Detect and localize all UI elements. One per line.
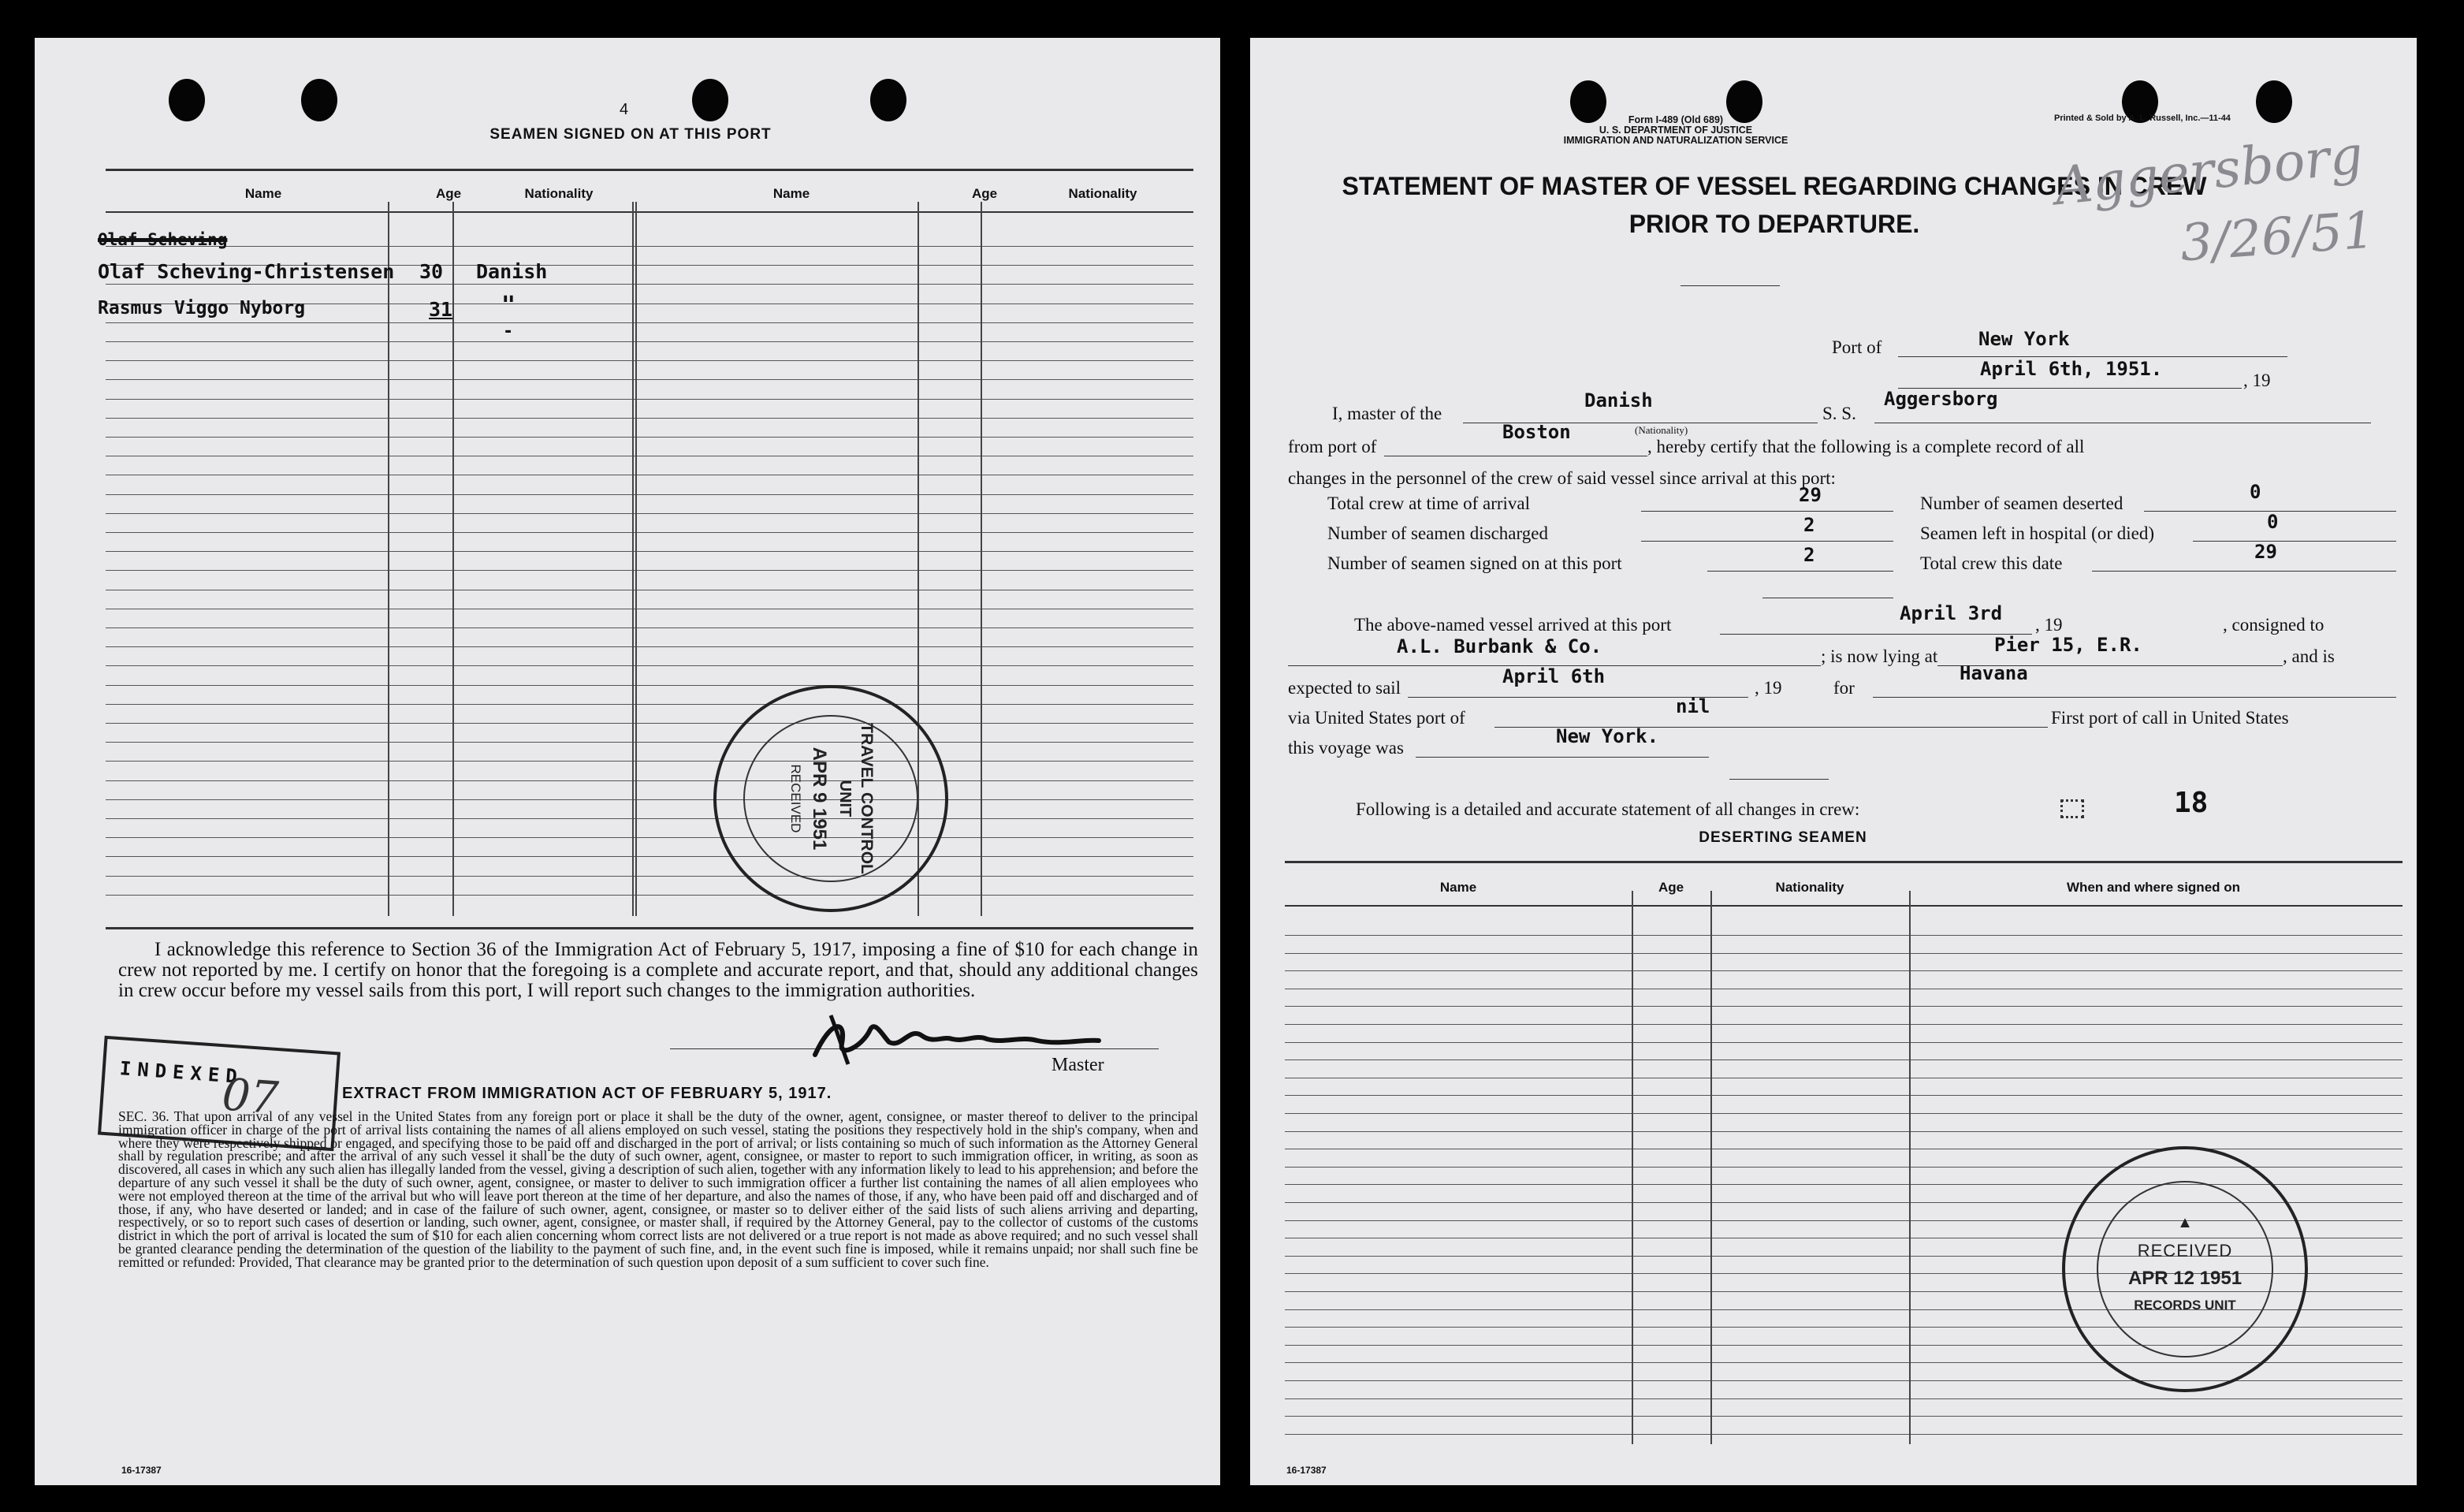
table-row-line xyxy=(1285,1113,2403,1114)
form-header xyxy=(1416,115,1936,146)
sail-date-value: April 6th xyxy=(1502,665,1606,687)
label-signed-on: Number of seamen signed on at this port xyxy=(1327,553,1622,573)
table-row-line xyxy=(1285,970,2403,971)
col-header-age: Age xyxy=(971,186,998,201)
label-year: , 19 xyxy=(2035,615,2063,635)
right-page xyxy=(1250,38,2417,1485)
field-line xyxy=(1416,757,1709,758)
col-header-age: Age xyxy=(435,186,462,201)
label-discharged: Number of seamen discharged xyxy=(1327,523,1548,543)
label-total-crew-arrival: Total crew at time of arrival xyxy=(1327,493,1531,513)
stamp-label: RECEIVED xyxy=(788,764,803,833)
hospital-value: 0 xyxy=(2267,511,2279,533)
destination-value: Havana xyxy=(1960,662,2028,684)
table-header-rule xyxy=(106,211,1193,213)
form-title: STATEMENT OF MASTER OF VESSEL REGARDING CHANGES IN CREW xyxy=(1342,172,2207,200)
table-column-line xyxy=(452,202,454,916)
from-port-value: Boston xyxy=(1502,421,1571,443)
table-bottom-rule xyxy=(106,927,1193,929)
seaman-name: Olaf Scheving-Christensen xyxy=(98,260,395,283)
nationality-value: Danish xyxy=(1584,389,1653,412)
punch-hole xyxy=(169,79,205,121)
form-subtitle: PRIOR TO DEPARTURE. xyxy=(1628,210,1920,238)
seaman-name: Rasmus Viggo Nyborg xyxy=(98,298,306,318)
table-row-line xyxy=(106,780,1193,781)
label-and-is: , and is xyxy=(2283,646,2335,666)
page-number: 4 xyxy=(620,101,629,118)
table-row-line xyxy=(1285,1042,2403,1043)
col-header-name: Name xyxy=(772,186,810,201)
label-year: , 19 xyxy=(2243,371,2271,390)
seaman-nationality: " xyxy=(501,292,516,319)
col-header-nationality: Nationality xyxy=(1068,186,1137,201)
form-code: 16-17387 xyxy=(1286,1465,1327,1476)
table-row-line xyxy=(1285,1024,2403,1025)
signed-on-value: 2 xyxy=(1803,544,1815,566)
table-row-line xyxy=(106,379,1193,380)
table-row-line xyxy=(106,856,1193,857)
table-row-line xyxy=(106,322,1193,323)
table-row-line xyxy=(106,341,1193,342)
total-crew-arrival-value: 29 xyxy=(1799,484,1822,506)
label-master-of: I, master of the xyxy=(1332,404,1442,423)
label-arrived: The above-named vessel arrived at this port xyxy=(1354,615,1672,635)
table-row-line xyxy=(106,399,1193,400)
table-row-line xyxy=(1285,1006,2403,1007)
table-row-line xyxy=(1285,1398,2403,1399)
label-hospital: Seamen left in hospital (or died) xyxy=(1920,523,2155,543)
table-row-line xyxy=(106,551,1193,552)
deserting-title: DESERTING SEAMEN xyxy=(1699,829,1867,846)
arrived-date-value: April 3rd xyxy=(1900,602,2003,624)
department: U. S. DEPARTMENT OF JUSTICE xyxy=(1599,125,1753,136)
consignee-value: A.L. Burbank & Co. xyxy=(1397,635,1602,657)
extract-text: SEC. 36. That upon arrival of any vessel in the United States from any foreign port or place it shall be the duty of the owner, agent, consignee, or master thereof to deliver to the principal immigration officer in charge of the port of arrival lists containing the names of all aliens employed on such vessel, stating the positions they respectively hold in the ship's company, when and where they were respectively shipped or engaged, and specifying those to be paid off and discharged in the port of arrival; or lists containing so much of such information as the Attorney General shall by regulation prescribe; and after the arrival of any such vessel it shall be the duty of such owner, agent, consignee, or master to report to such immigration officer, in writing, as soon as discovered, all cases in which any such alien has illegally landed from the vessel, giving a description of such alien, together with any information likely to lead to his apprehension; and before the departure of any such vessel it shall be the duty of such owner, agent, consignee, or master to deliver to such immigration officer a further list containing the names of all alien employees who were not employed thereon at the time of the arrival but who will leave port thereon at the time of her departure, and also the names of those, if any, who have been paid off and discharged and of those, if any, who have deserted or landed; and in case of the failure of such owner, agent, consignee, or master so to deliver either of the said lists of such aliens arriving and departing, respectively, or so to report such cases of desertion or landing, such owner, agent, consignee, or master shall, if required by the Attorney General, pay to the collector of customs of the customs district in which the port of arrival is located the sum of $10 for each alien concerning whom correct lists are not delivered or a true report is not made as above required; and no such vessel shall be granted clearance pending the determination of the question of the liability to the payment of such fine, and, in the event such fine is imposed, while it remains unpaid; nor shall such fine be remitted or refunded: Provided, That clearance may be granted prior to the determination of such question upon deposit of a sum sufficient to cover such fine. xyxy=(118,1108,1198,1270)
port-value: New York xyxy=(1978,328,2070,350)
stamp-date: APR 9 1951 xyxy=(809,747,830,851)
seaman-age: 30 xyxy=(419,260,444,283)
label-consigned: , consigned to xyxy=(2223,615,2324,635)
table-header-rule xyxy=(1285,905,2403,907)
label-total-crew-date: Total crew this date xyxy=(1920,553,2063,573)
indexed-mark: 07 xyxy=(220,1069,281,1125)
ditto-mark: - xyxy=(503,322,514,341)
discharged-value: 2 xyxy=(1803,514,1815,536)
table-column-line xyxy=(1710,891,1712,1444)
table-row-line xyxy=(106,837,1193,838)
table-row-line xyxy=(1285,1095,2403,1096)
nationality-hint: (Nationality) xyxy=(1635,424,1688,436)
table-row-line xyxy=(106,723,1193,724)
label-lying-at: ; is now lying at xyxy=(1821,646,1938,666)
table-row-line xyxy=(106,685,1193,686)
label-ss: S. S. xyxy=(1822,404,1856,423)
table-row-line xyxy=(106,246,1193,247)
stamp-unit: RECORDS UNIT xyxy=(2134,1298,2236,1313)
table-row-line xyxy=(106,876,1193,877)
check-mark-box xyxy=(2060,799,2084,818)
label-year: , 19 xyxy=(1755,678,1782,698)
punch-hole xyxy=(870,79,906,121)
table-row-line xyxy=(106,818,1193,819)
certify-text: , hereby certify that the following is a complete record of all xyxy=(1647,437,2085,456)
indexed-label: INDEXED xyxy=(118,1057,244,1089)
form-id: Form I-489 (Old 689) xyxy=(1628,114,1724,125)
divider xyxy=(1729,779,1829,780)
left-page xyxy=(35,38,1220,1485)
table-column-line xyxy=(1632,891,1633,1444)
col-header-nationality: Nationality xyxy=(1775,880,1844,895)
table-row-line xyxy=(1285,1434,2403,1435)
table-column-line xyxy=(632,202,634,916)
table-row-line xyxy=(106,742,1193,743)
table-row-line xyxy=(106,646,1193,647)
arrow-icon: ▲ xyxy=(2177,1214,2193,1231)
table-row-line xyxy=(1285,1416,2403,1417)
handwritten-vessel-name: Aggersborg xyxy=(2052,124,2366,218)
table-row-line xyxy=(106,494,1193,495)
table-column-line xyxy=(635,202,637,916)
crew-changes-mark: 18 xyxy=(2174,787,2209,819)
label-expected: expected to sail xyxy=(1288,678,1401,698)
table-row-line xyxy=(1285,1131,2403,1132)
first-port-value: New York. xyxy=(1556,725,1659,747)
table-row-line xyxy=(106,799,1193,800)
col-header-name: Name xyxy=(244,186,282,201)
changes-text: changes in the personnel of the crew of said vessel since arrival at this port: xyxy=(1288,468,1836,488)
total-crew-date-value: 29 xyxy=(2254,541,2277,563)
table-column-line xyxy=(388,202,389,916)
table-row-line xyxy=(106,570,1193,571)
table-row-line xyxy=(106,895,1193,896)
col-header-name: Name xyxy=(1439,880,1477,895)
received-stamp xyxy=(2062,1146,2308,1392)
label-for: for xyxy=(1833,678,1855,698)
struck-entry: Olaf Scheving xyxy=(98,230,228,249)
table-row-line xyxy=(106,704,1193,705)
col-header-nationality: Nationality xyxy=(524,186,594,201)
label-port-of: Port of xyxy=(1832,337,1882,357)
seaman-nationality: Danish xyxy=(476,260,548,283)
table-top-rule xyxy=(106,169,1193,171)
stamp-date: APR 12 1951 xyxy=(2127,1268,2243,1289)
via-port-value: nil xyxy=(1676,695,1710,717)
form-code: 16-17387 xyxy=(121,1465,162,1476)
field-line xyxy=(1641,511,1893,512)
table-row-line xyxy=(1285,953,2403,954)
punch-hole xyxy=(301,79,337,121)
table-column-line xyxy=(981,202,982,916)
label-via: via United States port of xyxy=(1288,708,1465,728)
col-header-age: Age xyxy=(1658,880,1684,895)
table-row-line xyxy=(106,284,1193,285)
table-row-line xyxy=(106,418,1193,419)
col-header-signed-on: When and where signed on xyxy=(2066,880,2241,895)
table-row-line xyxy=(106,437,1193,438)
acknowledgement-text: I acknowledge this reference to Section 36 of the Immigration Act of February 5, 1917, imposing a fine of $10 for each change in crew not reported by me. I certify on honor that the foregoing is a complete and accurate report, and that, should any additional changes in crew occur before my vessel sails from this port, I will report such changes to the immigration authorities. xyxy=(118,939,1198,1001)
service: IMMIGRATION AND NATURALIZATION SERVICE xyxy=(1563,135,1788,146)
field-line xyxy=(1707,571,1893,572)
label-voyage: this voyage was xyxy=(1288,738,1404,758)
seaman-age: 31 xyxy=(429,298,453,321)
table-row-line xyxy=(106,665,1193,666)
following-text: Following is a detailed and accurate statement of all changes in crew: xyxy=(1356,799,1860,819)
field-line xyxy=(2092,571,2396,572)
stamp-unit: TRAVEL CONTROL xyxy=(858,723,876,874)
title-divider xyxy=(1681,285,1780,286)
extract-title: EXTRACT FROM IMMIGRATION ACT OF FEBRUARY 5, 1917. xyxy=(342,1085,832,1102)
label-from-port: from port of xyxy=(1288,437,1377,456)
printer-credit: Printed & Sold by A. L. Russell, Inc.—11-44 xyxy=(2054,114,2231,123)
table-row-line xyxy=(1285,935,2403,936)
master-label: Master xyxy=(1051,1055,1104,1075)
field-line xyxy=(1641,541,1893,542)
table-row-line xyxy=(106,360,1193,361)
table-top-rule xyxy=(1285,861,2403,863)
section-title: SEAMEN SIGNED ON AT THIS PORT xyxy=(489,126,772,143)
received-stamp xyxy=(713,685,948,912)
date-value: April 6th, 1951. xyxy=(1980,358,2163,380)
handwritten-date: 3/26/51 xyxy=(2178,201,2377,274)
vessel-value: Aggersborg xyxy=(1884,388,1998,410)
table-row-line xyxy=(106,532,1193,533)
punch-hole xyxy=(692,79,728,121)
table-row-line xyxy=(106,761,1193,762)
stamp-label: RECEIVED xyxy=(2137,1241,2233,1261)
table-row-line xyxy=(106,513,1193,514)
deserted-value: 0 xyxy=(2250,481,2261,503)
pier-value: Pier 15, E.R. xyxy=(1994,634,2142,656)
stamp-unit: UNIT xyxy=(836,780,854,817)
field-line xyxy=(1873,697,2396,698)
field-line xyxy=(1720,634,2032,635)
field-line xyxy=(2193,541,2396,542)
label-first-port: First port of call in United States xyxy=(2051,708,2289,728)
field-line xyxy=(1898,356,2287,357)
punch-hole xyxy=(2256,80,2292,123)
label-deserted: Number of seamen deserted xyxy=(1920,493,2123,513)
table-column-line xyxy=(1909,891,1911,1444)
